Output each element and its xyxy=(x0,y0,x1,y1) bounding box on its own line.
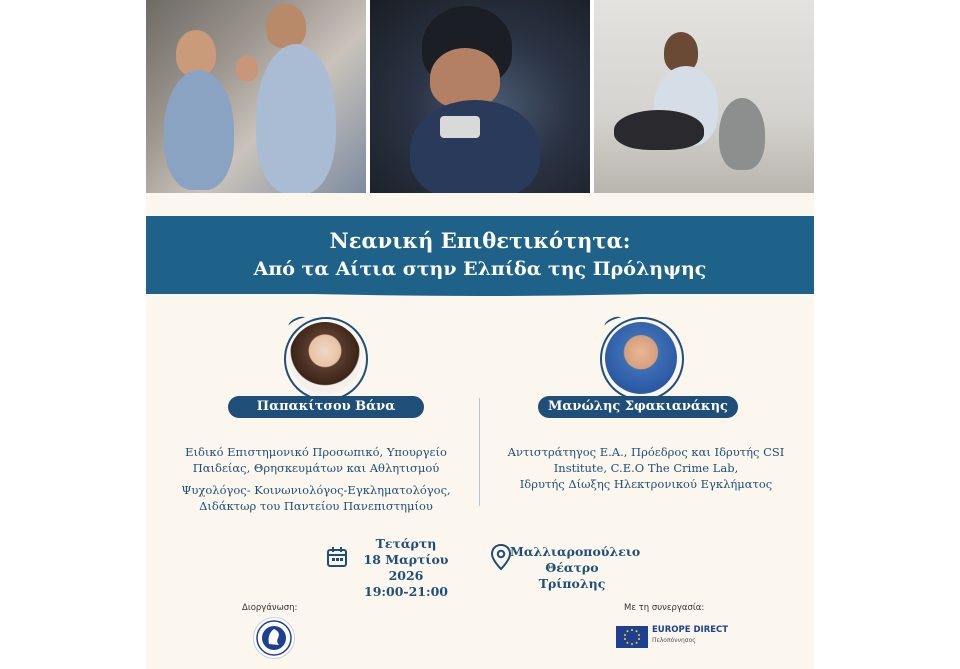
event-subtitle: Από τα Αίτια στην Ελπίδα της Πρόληψης xyxy=(253,258,707,280)
speaker-divider xyxy=(479,398,480,506)
bio-line: Ιδρυτής Δίωξης Ηλεκτρονικού Εγκλήματος xyxy=(519,477,773,491)
speaker-1-name: Παπακίτσου Βάνα xyxy=(228,396,424,418)
photo-sad-girl xyxy=(594,0,814,193)
speaker-2-bio xyxy=(496,444,796,492)
speaker-2-avatar xyxy=(600,317,684,401)
title-band-curve xyxy=(146,282,814,302)
venue-line: Μαλλιαροπούλειο xyxy=(510,544,641,559)
photo-strip xyxy=(146,0,814,193)
eu-flag-icon xyxy=(616,626,648,648)
event-poster xyxy=(146,0,814,669)
bio-line: Παιδείας, Θρησκευμάτων και Αθλητισμού xyxy=(192,461,440,475)
event-title: Νεανική Επιθετικότητα: xyxy=(329,228,631,253)
partner-name: EUROPE DIRECT xyxy=(652,625,729,635)
speaker-1-bio-affiliation xyxy=(166,444,466,476)
organizer-logo xyxy=(253,617,295,659)
calendar-icon xyxy=(326,546,348,568)
map-pin-icon xyxy=(490,543,512,571)
organizer-label: Διοργάνωση: xyxy=(242,603,298,613)
event-datetime xyxy=(352,536,460,600)
bio-line: Ειδικό Επιστημονικό Προσωπικό, Υπουργείο xyxy=(185,445,447,459)
photo-bullying xyxy=(146,0,366,193)
bio-line: Διδάκτωρ του Παντείου Πανεπιστημίου xyxy=(199,499,433,513)
speaker-2-name: Μανώλης Σφακιανάκης xyxy=(538,396,738,418)
event-date: 18 Μαρτίου 2026 xyxy=(363,552,449,583)
event-day: Τετάρτη xyxy=(375,536,437,551)
venue-line: Θέατρο Τρίπολης xyxy=(538,560,606,591)
speaker-1-avatar xyxy=(284,317,368,401)
speaker-1-bio-credentials xyxy=(166,482,466,514)
event-time: 19:00-21:00 xyxy=(364,584,448,599)
bio-line: Ψυχολόγος- Κοινωνιολόγος-Εγκληματολόγος, xyxy=(181,483,451,497)
bio-line: Αντιστράτηγος Ε.Α., Πρόεδρος και Ιδρυτής CSI xyxy=(507,445,785,459)
partner-region: Πελοπόννησος xyxy=(652,637,696,644)
event-venue xyxy=(510,544,641,592)
bio-line: Institute, C.E.O The Crime Lab, xyxy=(553,461,739,475)
photo-phone-boy xyxy=(370,0,590,193)
partner-label: Με τη συνεργασία: xyxy=(624,603,705,613)
